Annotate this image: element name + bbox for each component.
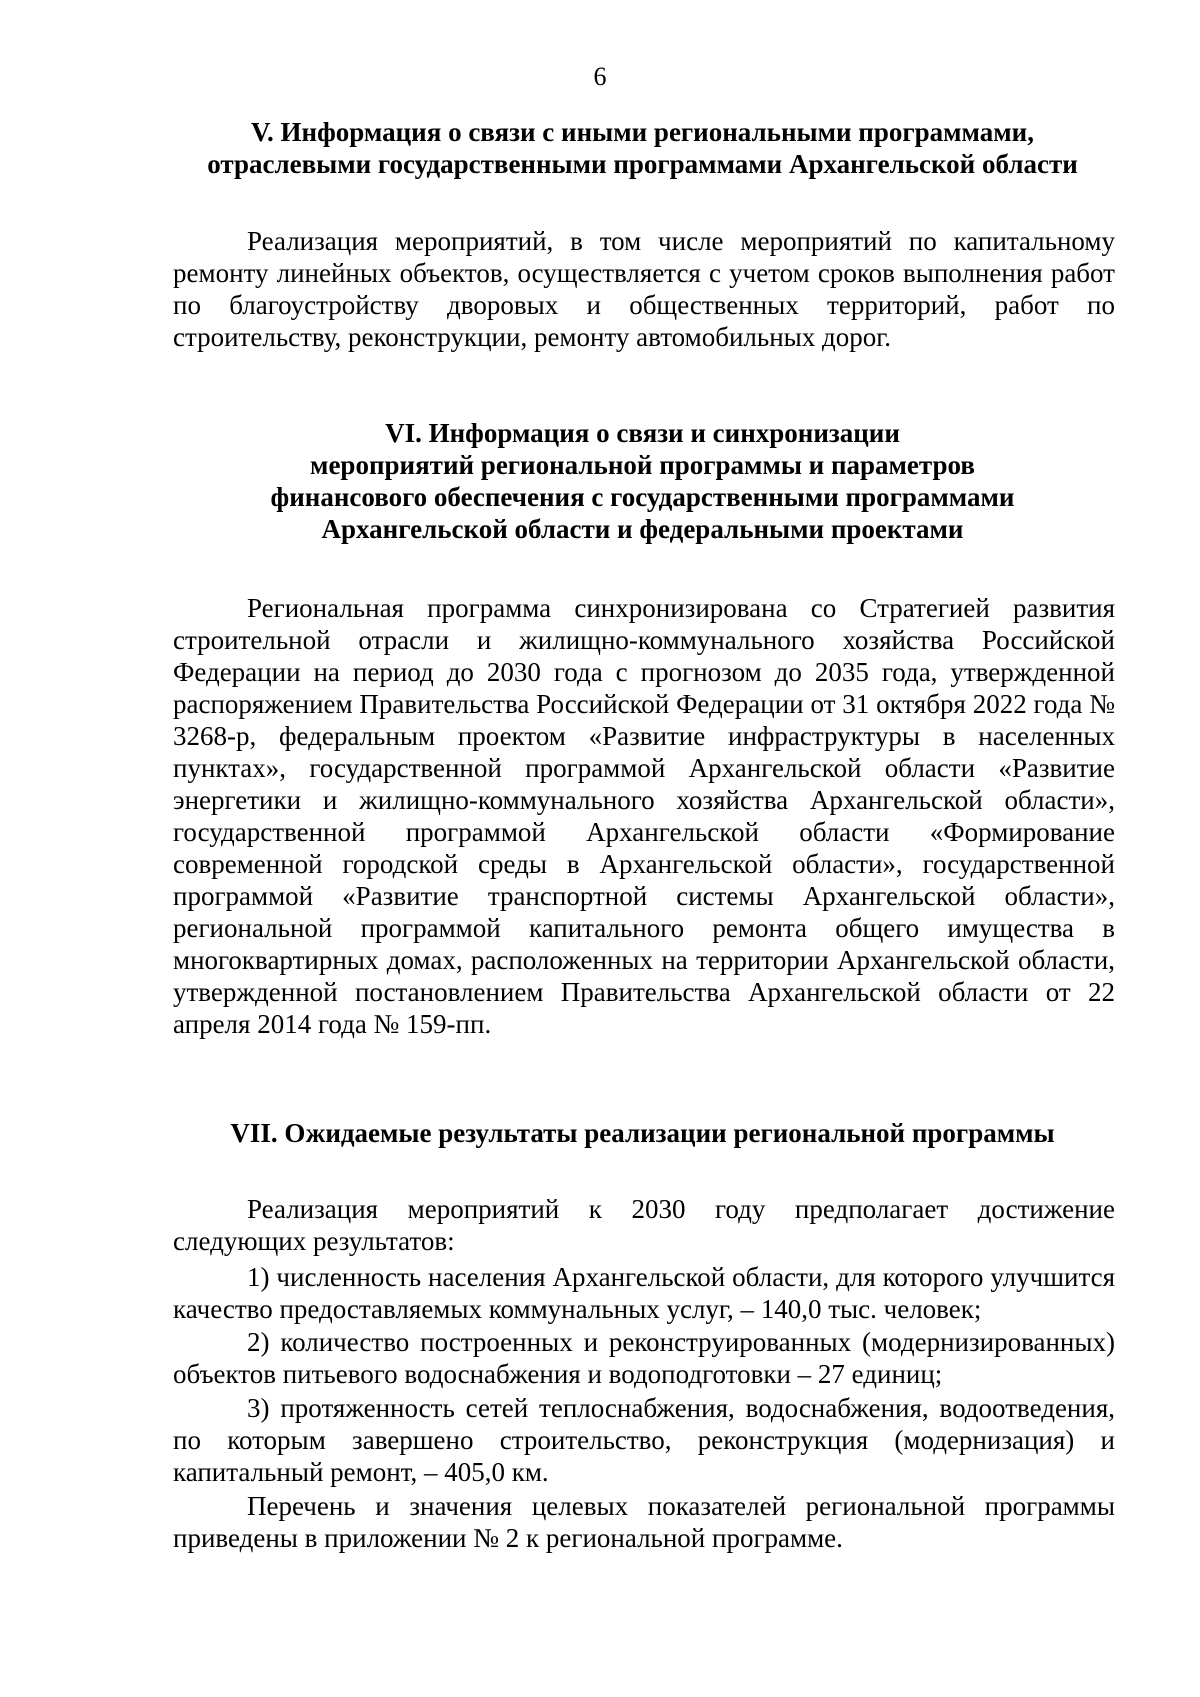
page-number: 6 [593, 62, 607, 91]
section-7-final-paragraph: Перечень и значения целевых показателей региональной программы приведены в приложении № 2 к региональной программе. [173, 1491, 1115, 1553]
heading-line: V. Информация о связи с иными региональными программами, [251, 117, 1034, 147]
section-5-heading [170, 116, 1115, 180]
section-7-intro: Реализация мероприятий к 2030 году предполагает достижение следующих результатов: [173, 1194, 1115, 1256]
heading-line: отраслевыми государственными программами Архангельской области [207, 149, 1078, 179]
section-5-paragraph: Реализация мероприятий, в том числе мероприятий по капитальному ремонту линейных объектов, осуществляется с учетом сроков выполнения работ по благоустройству дворовых и общественных территорий, работ по строительству, реконструкции, ремонту автомобильных дорог. [173, 226, 1115, 352]
result-item-3: 3) протяженность сетей теплоснабжения, водоснабжения, водоотведения, по которым завершено строительство, реконструкция (модернизация) и капитальный ремонт, – 405,0 км. [173, 1393, 1115, 1487]
result-item-1: 1) численность населения Архангельской области, для которого улучшится качество предоставляемых коммунальных услуг, – 140,0 тыс. человек; [173, 1262, 1115, 1324]
section-6-paragraph: Региональная программа синхронизирована со Стратегией развития строительной отрасли и жилищно-коммунального хозяйства Российской Федерации на период до 2030 года с прогнозом до 2035 года, утвержденной распоряжением Правительства Российской Федерации от 31 октября 2022 года № 3268-р, федеральным проектом «Развитие инфраструктуры в населенных пунктах», государственной программой Архангельской области «Развитие энергетики и жилищно-коммунального хозяйства Архангельской области», государственной программой Архангельской области «Формирование современной городской среды в Архангельской области», государственной программой «Развитие транспортной системы Архангельской области», региональной программой капитального ремонта общего имущества в многоквартирных домах, расположенных на территории Архангельской области, утвержденной постановлением Правительства Архангельской области от 22 апреля 2014 года № 159-пп. [173, 593, 1115, 1039]
heading-line: VII. Ожидаемые результаты реализации региональной программы [230, 1118, 1055, 1148]
heading-line: финансового обеспечения с государственными программами [270, 482, 1015, 512]
heading-line: Архангельской области и федеральными проектами [321, 514, 964, 544]
result-item-2: 2) количество построенных и реконструированных (модернизированных) объектов питьевого водоснабжения и водоподготовки – 27 единиц; [173, 1327, 1115, 1389]
heading-line: мероприятий региональной программы и параметров [310, 450, 975, 480]
heading-line: VI. Информация о связи и синхронизации [385, 418, 900, 448]
section-6-heading [170, 417, 1115, 545]
section-7-heading [170, 1117, 1115, 1149]
